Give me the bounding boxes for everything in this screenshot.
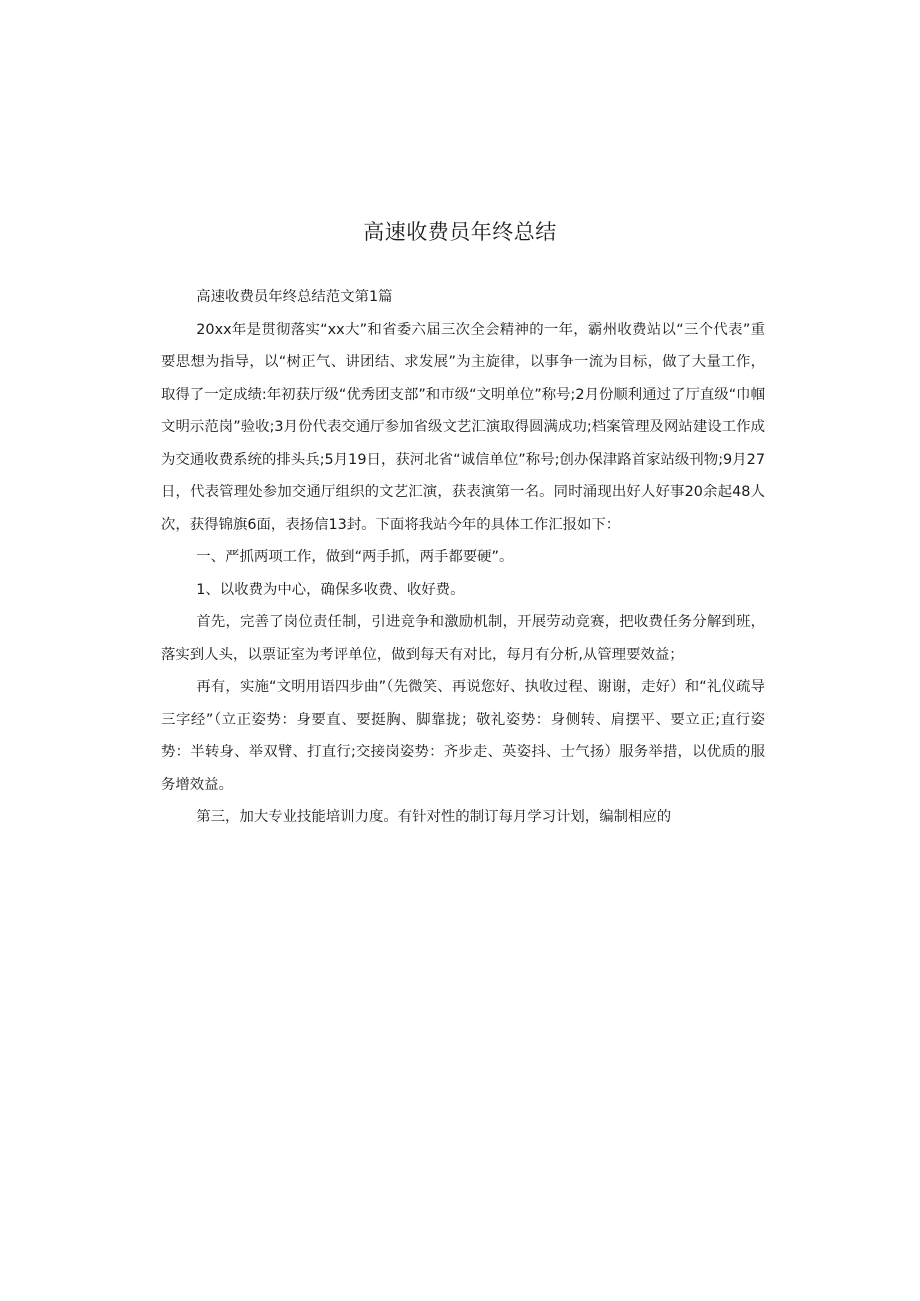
body-paragraph: 首先，完善了岗位责任制，引进竞争和激励机制，开展劳动竞赛，把收费任务分解到班，落实到人头，以票证室为考评单位，做到每天有对比，每月有分析,从管理要效益； [161,614,765,663]
document-body [161,281,765,834]
section-heading: 高速收费员年终总结范文第1篇 [196,289,393,305]
intro-paragraph: 20xx年是贯彻落实“xx大”和省委六届三次全会精神的一年，霸州收费站以“三个代表”重要思想为指导，以“树正气、讲团结、求发展”为主旋律，以事争一流为目标，做了大量工作，取得了一定成绩:年初获厅级“优秀团支部”和市级“文明单位”称号;2月份顺利通过了厅直级“巾帼文明示范岗”验收;3月份代表交通厅参加省级文艺汇演取得圆满成功;档案管理及网站建设工作成为交通收费系统的排头兵;5月19日，获河北省“诚信单位”称号;创办保津路首家站级刊物;9月27日，代表管理处参加交通厅组织的文艺汇演，获表演第一名。同时涌现出好人好事20余起48人次，获得锦旗6面，表扬信13封。下面将我站今年的具体工作汇报如下： [161,321,765,533]
item-heading-1: 一、严抓两项工作，做到“两手抓，两手都要硬”。 [196,549,514,565]
document-title: 高速收费员年终总结 [363,220,557,244]
body-paragraph: 再有，实施“文明用语四步曲”（先微笑、再说您好、执收过程、谢谢，走好）和“礼仪疏导三字经”（立正姿势：身要直、要挺胸、脚靠拢；敬礼姿势：身侧转、肩摆平、要立正;直行姿势：半转身、举双臂、打直行;交接岗姿势：齐步走、英姿抖、士气扬）服务举措，以优质的服务增效益。 [161,679,765,793]
sub-item-heading-1: 1、以收费为中心，确保多收费、收好费。 [196,581,465,598]
body-paragraph: 第三，加大专业技能培训力度。有针对性的制订每月学习计划，编制相应的 [196,809,672,825]
